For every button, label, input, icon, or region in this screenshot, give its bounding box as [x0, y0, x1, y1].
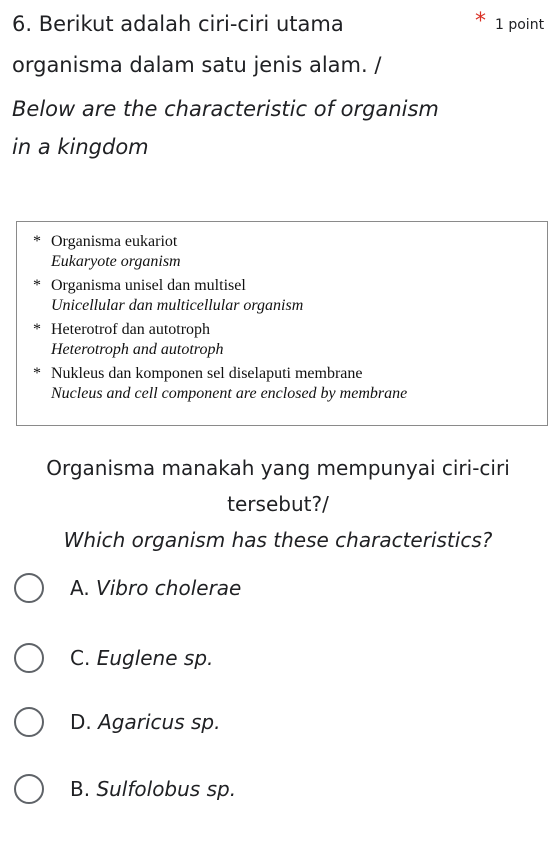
question-prompt: Organisma manakah yang mempunyai ciri-ciri	[46, 456, 510, 480]
option-c[interactable]	[14, 643, 514, 677]
bullet-asterisk: *	[33, 233, 41, 250]
characteristic-ms: Nukleus dan komponen sel diselaputi membrane	[51, 365, 363, 382]
bullet-asterisk: *	[33, 365, 41, 382]
option-name: Euglene sp.	[96, 646, 214, 670]
option-label[interactable]	[70, 574, 241, 602]
option-a[interactable]	[14, 573, 514, 607]
radio-button[interactable]	[14, 643, 44, 673]
question-image	[16, 221, 548, 426]
option-b[interactable]	[14, 774, 514, 808]
characteristic-ms: Heterotrof dan autotroph	[51, 321, 211, 338]
radio-button[interactable]	[14, 774, 44, 804]
option-label[interactable]	[70, 775, 236, 803]
characteristic-ms: Organisma unisel dan multisel	[51, 277, 246, 294]
characteristic-ms: Organisma eukariot	[51, 233, 178, 250]
radio-button[interactable]	[14, 707, 44, 737]
characteristic-item	[33, 364, 362, 384]
option-d[interactable]	[14, 707, 514, 741]
characteristic-item	[33, 276, 246, 296]
option-name: Agaricus sp.	[98, 710, 221, 734]
question-title-english-line1: Below are the characteristic of organism	[12, 97, 439, 121]
bullet-asterisk: *	[33, 321, 41, 338]
characteristic-en: Nucleus and cell component are enclosed by membrane	[51, 385, 408, 402]
characteristic-en: Heterotroph and autotroph	[51, 341, 224, 358]
option-label[interactable]	[70, 708, 220, 736]
option-name: Vibro cholerae	[96, 576, 242, 600]
option-letter: A.	[70, 576, 90, 600]
question-title-english	[12, 90, 532, 166]
characteristic-en: Eukaryote organism	[51, 253, 181, 270]
option-letter: D.	[70, 710, 92, 734]
option-letter: C.	[70, 646, 91, 670]
option-label[interactable]	[70, 644, 213, 672]
question-title: 6. Berikut adalah ciri-ciri utama	[12, 12, 344, 36]
radio-button[interactable]	[14, 573, 44, 603]
question-title-english-line2: in a kingdom	[12, 135, 149, 159]
required-asterisk: *	[475, 9, 486, 34]
characteristic-item	[33, 232, 177, 252]
points-label: 1 point	[495, 17, 545, 33]
characteristic-en: Unicellular dan multicellular organism	[51, 297, 304, 314]
question-prompt-english: Which organism has these characteristics?	[63, 528, 493, 552]
option-letter: B.	[70, 777, 91, 801]
question-header	[12, 6, 552, 46]
question-prompt-line2: tersebut?/	[227, 492, 329, 516]
option-name: Sulfolobus sp.	[96, 777, 237, 801]
bullet-asterisk: *	[33, 277, 41, 294]
characteristic-item	[33, 320, 210, 340]
question-title-line2: organisma dalam satu jenis alam. /	[12, 53, 382, 77]
